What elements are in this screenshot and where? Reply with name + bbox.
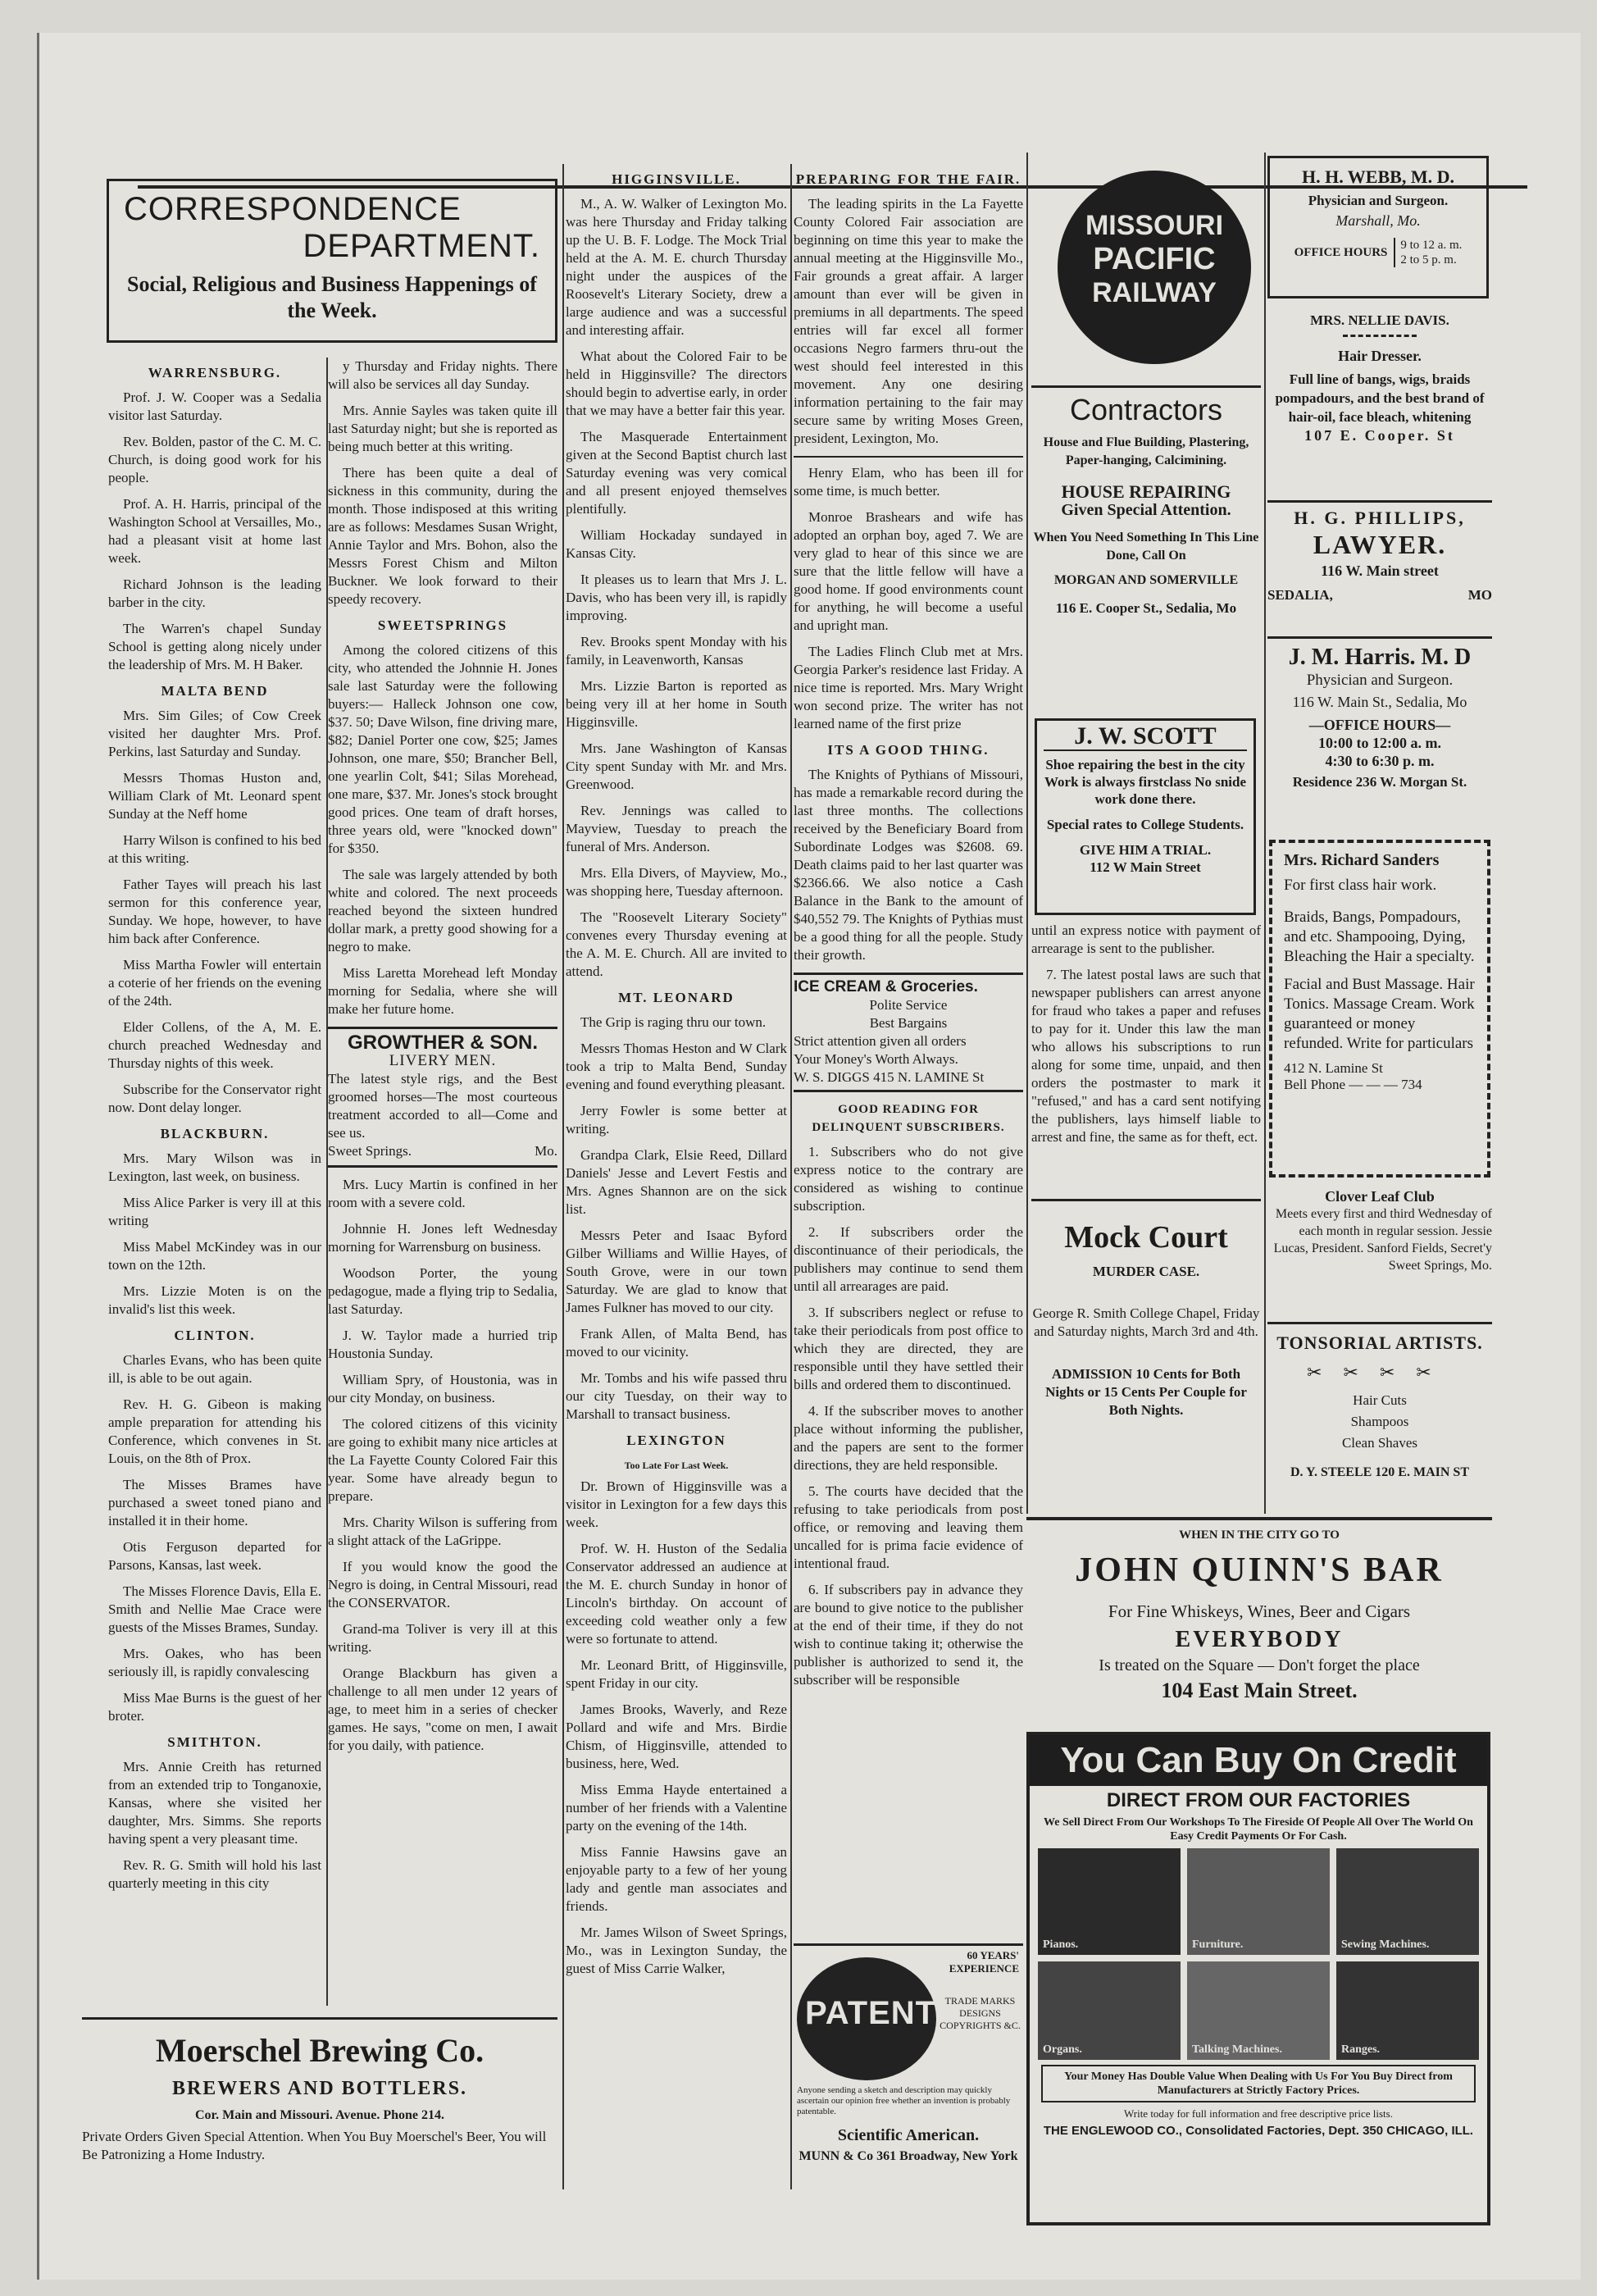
news-item: Messrs Thomas Huston and, William Clark of Mt. Leonard spent Sunday at the Neff home	[108, 770, 321, 822]
credit-line: Write today for full information and free descriptive price lists.	[1124, 2107, 1393, 2120]
news-item: Jerry Fowler is some better at writing.	[566, 1103, 787, 1137]
news-item: The "Roosevelt Literary Society" convenes every Thursday evening at the A. M. E. Church. All are invited to attend.	[566, 909, 787, 979]
news-item: Mrs. Oakes, who has been seriously ill, is rapidly convalescing	[108, 1646, 321, 1679]
patents-designs: DESIGNS	[959, 2007, 1001, 2019]
growther-title: GROWTHER & SON.	[348, 1032, 538, 1054]
column-1	[108, 358, 321, 2014]
nellie-name: MRS. NELLIE DAVIS.	[1310, 312, 1449, 328]
section-subheading: Too Late For Last Week.	[624, 1460, 729, 1471]
growther-state: Mo.	[535, 1143, 557, 1159]
harris-line: Physician and Surgeon.	[1306, 672, 1454, 689]
phillips-name: H. G. PHILLIPS,	[1294, 508, 1466, 528]
news-item: until an express notice with payment of arrearage is sent to the publisher.	[1031, 922, 1261, 956]
scissors-icons: ✂✂✂✂	[1307, 1362, 1453, 1383]
webb-card	[1267, 156, 1489, 298]
news-item: Miss Mae Burns is the guest of her broter.	[108, 1690, 321, 1724]
sewing-machine-illustration	[1336, 1848, 1479, 1955]
news-item: The Ladies Flinch Club met at Mrs. Georgia Parker's residence last Friday. A nice time is reported. Mrs. Mary Wright won second prize. The writer has not learned name of the first prize	[794, 644, 1023, 731]
contractors-line: HOUSE REPAIRING	[1061, 481, 1231, 502]
contractors-line: Given Special Attention.	[1061, 501, 1231, 519]
credit-item: Pianos.	[1043, 1938, 1079, 1951]
column-rule	[790, 164, 792, 2189]
news-item: Mrs. Annie Creith has returned from an extended trip to Tonganoxie, Kansas, where she visited her daughter, Mrs. Simms. She reports having spent a very pleasant time.	[108, 1759, 321, 1847]
news-item: The leading spirits in the La Fayette County Colored Fair association are beginning on time this year to make the annual meeting at the Higginsville Mo., Fair grounds a great affair. A larger amount than ever will be given in premiums in all departments. The speed entries will far excel all former occasions Negro farmers thru-out the west should feel interested in this movement. Any one desiring information pertaining to the fair may secure same by writing Moses Green, president, Lexington, Mo.	[794, 196, 1023, 446]
news-item: The Misses Florence Davis, Ella E. Smith and Nellie Mae Crace were guests of the Misses Brames, Sunday.	[108, 1583, 321, 1635]
section-heading: CLINTON.	[174, 1328, 256, 1343]
railway-line2: PACIFIC	[1093, 242, 1216, 276]
phillips-state: MO	[1467, 587, 1492, 603]
section-heading: MT. LEONARD	[618, 990, 735, 1005]
news-item: Miss Alice Parker is very ill at this writing	[108, 1195, 321, 1228]
phonograph-illustration	[1187, 1961, 1330, 2060]
news-item: Messrs Peter and Isaac Byford Gilber Williams and Willie Hayes, of South Grove, were in our town Saturday. We are glad to know that James Fulkner has moved to our city.	[566, 1228, 787, 1315]
section-heading: PREPARING FOR THE FAIR.	[795, 171, 1021, 187]
mock-line: ADMISSION 10 Cents for Both Nights or 15 Cents Per Couple for Both Nights.	[1045, 1366, 1247, 1418]
nellie-line: 107 E. Cooper. St	[1304, 427, 1455, 444]
section-heading: ITS A GOOD THING.	[827, 742, 990, 758]
news-item: Woodson Porter, the young pedagogue, made a flying trip to Sedalia, last Saturday.	[328, 1265, 557, 1317]
news-item: The Grip is raging thru our town.	[580, 1014, 767, 1030]
mock-court-ad	[1031, 1199, 1261, 1513]
railway-line3: RAILWAY	[1092, 277, 1217, 308]
news-item: Rev. H. G. Gibeon is making ample preparation for attending his Conference, which convenes in St. Louis, on the 8th of Prox.	[108, 1396, 321, 1466]
column-4	[794, 164, 1023, 2165]
news-item: Miss Fannie Hawsins gave an enjoyable party to a few of her young lady and gentle man associates and friends.	[566, 1844, 787, 1914]
clover-body: Meets every first and third Wednesday of each month in regular session. Jessie Lucas, President. Sanford Fields, Secret'y Sweet Springs, Mo.	[1273, 1207, 1492, 1273]
credit-item: Sewing Machines.	[1341, 1938, 1430, 1951]
harris-line: 116 W. Main St., Sedalia, Mo	[1292, 694, 1467, 710]
railway-logo	[1058, 171, 1251, 364]
tonsorial-line: D. Y. STEELE 120 E. MAIN ST	[1290, 1465, 1469, 1479]
section-heading: LEXINGTON	[626, 1433, 726, 1448]
brewing-ad	[82, 2017, 557, 2184]
harris-line: 4:30 to 6:30 p. m.	[1325, 753, 1435, 769]
quinn-line: WHEN IN THE CITY GO TO	[1179, 1528, 1340, 1542]
contractors-line: House and Flue Building, Plastering, Paper-hanging, Calcimining.	[1043, 435, 1249, 467]
section-heading: WARRENSBURG.	[148, 365, 282, 380]
news-item: 3. If subscribers neglect or refuse to take their periodicals from post office to which they are directed, they are responsible until they have settled their bills and ordered them to discontinued.	[794, 1305, 1023, 1392]
news-item: Harry Wilson is confined to his bed at this writing.	[108, 832, 321, 866]
icecream-line: Polite Service	[869, 997, 948, 1013]
section-heading: MALTA BEND	[161, 683, 269, 699]
news-item: Rev. Brooks spent Monday with his family, in Leavenworth, Kansas	[566, 634, 787, 667]
column-rule	[1026, 153, 1028, 1514]
sanders-line: For first class hair work.	[1284, 877, 1437, 894]
news-item: Mr. James Wilson of Sweet Springs, Mo., was in Lexington Sunday, the guest of Miss Carrie Walker,	[566, 1925, 787, 1976]
patents-tm: TRADE MARKS	[944, 1995, 1016, 2007]
clover-title: Clover Leaf Club	[1325, 1188, 1435, 1205]
news-item: Mrs. Mary Wilson was in Lexington, last week, on business.	[108, 1150, 321, 1184]
icecream-line: Best Bargains	[869, 1015, 948, 1031]
credit-item: Furniture.	[1192, 1938, 1244, 1951]
nellie-line: Hair Dresser.	[1338, 348, 1422, 364]
icecream-title: ICE CREAM & Groceries.	[794, 978, 978, 995]
news-item: Mrs. Annie Sayles was taken quite ill last Saturday night; but she is reported as being much better at this writing.	[328, 403, 557, 454]
news-item: Henry Elam, who has been ill for some time, is much better.	[794, 465, 1023, 499]
news-item: The colored citizens of this vicinity are going to exhibit many nice articles at the La Fayette County Colored Fair this year. Some have already begun to prepare.	[328, 1416, 557, 1504]
news-item: 6. If subscribers pay in advance they are bound to give notice to the publisher at the end of their time, if they do not wish to continue taking it; otherwise the publisher is authorized to send it, the subscriber will be responsible	[794, 1582, 1023, 1688]
phillips-card	[1267, 500, 1492, 634]
news-item: The Knights of Pythians of Missouri, has made a remarkable record during the last three months. The collections received by the Beneficiary Board from Subordinate Lodges was $2608. 69. Death claims paid to her last quarter was $2366.66. We also notice a Cash Balance in the Bank to the amount of $40,552 79. The Knights of Pythias must be a good thing for all the people. Study their growth.	[794, 767, 1023, 963]
section-heading: HIGGINSVILLE.	[612, 171, 741, 187]
news-item: J. W. Taylor made a hurried trip Houstonia Sunday.	[328, 1328, 557, 1361]
news-item: William Hockaday sundayed in Kansas City.	[566, 527, 787, 561]
brewing-sub: BREWERS AND BOTTLERS.	[171, 2078, 468, 2099]
patents-munn: MUNN & Co 361 Broadway, New York	[798, 2149, 1018, 2163]
news-item: Mrs. Lucy Martin is confined in her room with a severe cold.	[328, 1177, 557, 1210]
divider	[794, 456, 1023, 458]
credit-line: We Sell Direct From Our Workshops To The Fireside Of People All Over The World On Easy Credit Payments Or For Cash.	[1044, 1816, 1473, 1843]
sanders-card	[1269, 840, 1490, 1178]
news-item: The sale was largely attended by both white and colored. The next proceeds reached beyond the sixteen hundred dollar mark, a pretty good showing for a negro to make.	[328, 867, 557, 954]
sanders-line: 412 N. Lamine St	[1284, 1060, 1383, 1076]
news-item: Miss Martha Fowler will entertain a coterie of her friends on the evening of the 24th.	[108, 957, 321, 1009]
column-3	[566, 164, 787, 2189]
phillips-city: SEDALIA,	[1267, 587, 1333, 603]
header-title-line2: DEPARTMENT.	[303, 228, 540, 264]
section-heading: GOOD READING FOR DELINQUENT SUBSCRIBERS.	[812, 1103, 1005, 1134]
quinn-line: Is treated on the Square — Don't forget the place	[1099, 1656, 1420, 1674]
mock-sub: MURDER CASE.	[1092, 1264, 1200, 1279]
webb-hours: 2 to 5 p. m.	[1400, 253, 1457, 266]
news-item: Among the colored citizens of this city, who attended the Johnnie H. Jones sale last Saturday were the following buyers:— Halleck Johnson one cow, $37. 50; Dave Wilson, fine driving mare, $82; Daniel Porter one cow, $25; James Johnson, one mare, $50; Brancher Bell, one yearlin Colt, $41; Silas Morehead, one mare, $37. Mr. Jones's stock brought good prices. One team of draft horses, three years old, were "knocked down" for $350.	[328, 642, 557, 856]
news-item: There has been quite a deal of sickness in this community, during the month. Those indisposed at this writing are as follows: Mesdames Susan Wright, Annie Taylor and Mrs. Bohon, also the Messrs Forest Chism and Milton Buckner. We look forward to their speedy recovery.	[328, 465, 557, 607]
news-item: It pleases us to learn that Mrs J. L. Davis, who has been very ill, is rapidly improving.	[566, 572, 787, 623]
scott-line: Shoe repairing the best in the city Work is always firstclass No snide work done there.	[1044, 757, 1247, 807]
tonsorial-line: Shampoos	[1350, 1414, 1409, 1429]
growther-ad	[328, 1027, 557, 1168]
organ-illustration	[1038, 1961, 1181, 2060]
news-item: Rev. Bolden, pastor of the C. M. C. Church, is doing good work for his people.	[108, 434, 321, 485]
news-item: Rev. R. G. Smith will hold his last quarterly meeting in this city	[108, 1857, 321, 1891]
scott-line: Special rates to College Students.	[1046, 817, 1244, 832]
news-item: 1. Subscribers who do not give express notice to the contrary are considered as wishing to continue subscription.	[794, 1144, 1023, 1214]
news-item: Mrs. Sim Giles; of Cow Creek visited her daughter Mrs. Prof. Perkins, last Saturday and Sunday.	[108, 708, 321, 759]
news-item: Otis Ferguson departed for Parsons, Kansas, last week.	[108, 1539, 321, 1573]
phillips-line: 116 W. Main street	[1321, 563, 1439, 579]
news-item: 7. The latest postal laws are such that newspaper publishers can arrest anyone for fraud who takes a paper and refuses to pay for it. Under this law the man who allows his subscriptions to run along for some time, unpaid, and then orders the postmaster to mark it "refused," and has a card sent notifying the publishers, lays himself liable to arrest and fine, the same as for theft, ect.	[1031, 967, 1261, 1145]
railway-line1: MISSOURI	[1085, 210, 1224, 241]
quinn-line: For Fine Whiskeys, Wines, Beer and Cigars	[1108, 1601, 1411, 1621]
webb-name: H. H. WEBB, M. D.	[1301, 166, 1454, 187]
growther-body: The latest style rigs, and the Best groomed horses—The most courteous treatment accorded to all—Come and see us.	[328, 1071, 557, 1141]
news-item: 5. The courts have decided that the refusing to take periodicals from post office, or removing and leaving them uncalled for is prima facie evidence of intentional fraud.	[794, 1483, 1023, 1571]
news-item: Grand-ma Toliver is very ill at this writing.	[328, 1621, 557, 1655]
credit-item: Ranges.	[1341, 2043, 1381, 2056]
news-item: Prof. J. W. Cooper was a Sedalia visitor last Saturday.	[108, 390, 321, 423]
news-item: 4. If the subscriber moves to another place without informing the publisher, and the papers are sent to the former directions, they are held responsible.	[794, 1403, 1023, 1473]
sanders-line: Braids, Bangs, Pompadours, and etc. Shampooing, Dying, Bleaching the Hair a specialty.	[1284, 909, 1475, 965]
news-item: What about the Colored Fair to be held in Higginsville? The directors should begin to advertise early, in order that we may have a better fair this year.	[566, 348, 787, 418]
tonsorial-line: Clean Shaves	[1341, 1435, 1418, 1451]
news-item: Prof. A. H. Harris, principal of the Washington School at Versailles, Mo., had a pleasant visit at home last week.	[108, 496, 321, 566]
ornament-rule	[1343, 335, 1417, 337]
header-title-line1: CORRESPONDENCE	[124, 191, 462, 227]
news-item: Frank Allen, of Malta Bend, has moved to our vicinity.	[566, 1326, 787, 1360]
news-item: If you would know the good the Negro is doing, in Central Missouri, read the CONSERVATOR.	[328, 1559, 557, 1610]
scott-title: J. W. SCOTT	[1044, 727, 1247, 751]
scott-line: GIVE HIM A TRIAL.	[1079, 842, 1212, 858]
tonsorial-title: TONSORIAL ARTISTS.	[1276, 1332, 1483, 1353]
credit-item: Talking Machines.	[1192, 2043, 1282, 2056]
quinn-title: JOHN QUINN'S BAR	[1075, 1551, 1444, 1589]
credit-item: Organs.	[1043, 2043, 1082, 2056]
patents-copyrights: COPYRIGHTS &C.	[940, 2020, 1021, 2031]
column-2	[328, 358, 557, 2014]
column-rule	[1264, 153, 1266, 1514]
news-item: 2. If subscribers order the discontinuance of their periodicals, the publishers may continue to send them until all arrearages are paid.	[794, 1224, 1023, 1294]
news-item: Orange Blackburn has given a challenge to all men under 12 years of age, to meet him in a series of checker games. He says, "come on men, I await for you daily, with patience.	[328, 1665, 557, 1753]
news-item: Mrs. Charity Wilson is suffering from a slight attack of the LaGrippe.	[328, 1515, 557, 1548]
credit-line: THE ENGLEWOOD CO., Consolidated Factories, Dept. 350 CHICAGO, ILL.	[1043, 2124, 1474, 2138]
patents-sci: Scientific American.	[837, 2126, 980, 2144]
news-item: y Thursday and Friday nights. There will also be services all day Sunday.	[328, 358, 557, 392]
news-item: Miss Mabel McKindey was in our town on the 12th.	[108, 1239, 321, 1273]
scott-line: 112 W Main Street	[1090, 859, 1201, 875]
news-item: Grandpa Clark, Elsie Reed, Dillard Daniels' Jesse and Levert Festis and Mrs. Agnes Shannon are on the sick list.	[566, 1147, 787, 1217]
icecream-line: W. S. DIGGS 415 N. LAMINE St	[794, 1069, 985, 1085]
news-item: Charles Evans, who has been quite ill, is able to be out again.	[108, 1352, 321, 1386]
news-item: Mrs. Lizzie Moten is on the invalid's list this week.	[108, 1283, 321, 1317]
furniture-illustration	[1187, 1848, 1330, 1955]
contractors-ad	[1031, 385, 1261, 708]
credit-ad	[1026, 1732, 1490, 2225]
news-item: Prof. W. H. Huston of the Sedalia Conservator addressed an audience at the M. E. church Sunday in honor of Lincoln's birthday. On account of exceeding cold weather only a few were so fortunate to attend.	[566, 1541, 787, 1647]
news-item: The Masquerade Entertainment given at the Second Baptist church last Saturday evening was very comical and all present enjoyed themselves plentifully.	[566, 429, 787, 517]
news-item: William Spry, of Houstonia, was in our city Monday, on business.	[328, 1372, 557, 1405]
news-item: M., A. W. Walker of Lexington Mo. was here Thursday and Friday talking up the U. B. F. Lodge. The Mock Trial held at the A. M. E. church Thursday night under the auspices of the Roosevelt's Literary Society, drew a large audience and was a successful and interesting affair.	[566, 196, 787, 338]
news-item: Messrs Thomas Heston and W Clark took a trip to Malta Bend, Sunday evening and found everything pleasant.	[566, 1041, 787, 1092]
news-item: Mrs. Jane Washington of Kansas City spent Sunday with Mr. and Mrs. Greenwood.	[566, 740, 787, 792]
piano-illustration	[1038, 1848, 1181, 1955]
icecream-line: Strict attention given all orders	[794, 1033, 967, 1049]
harris-line: 10:00 to 12:00 a. m.	[1318, 735, 1441, 751]
news-item: The Warren's chapel Sunday School is getting along nicely under the leadership of Mrs. M. H Baker.	[108, 621, 321, 672]
department-header	[107, 179, 557, 343]
quinn-line: 104 East Main Street.	[1161, 1679, 1358, 1702]
growther-place: Sweet Springs.	[328, 1143, 412, 1159]
credit-products	[1038, 1848, 1479, 2060]
credit-sub: DIRECT FROM OUR FACTORIES	[1106, 1789, 1411, 1811]
news-item: Johnnie H. Jones left Wednesday morning for Warrensburg on business.	[328, 1221, 557, 1255]
nellie-card	[1267, 312, 1492, 492]
clover-card	[1267, 1187, 1492, 1294]
brewing-address: Cor. Main and Missouri. Avenue. Phone 214.	[194, 2108, 445, 2122]
phillips-line: LAWYER.	[1313, 530, 1447, 559]
news-item: Elder Collens, of the A, M. E. church preached Wednesday and Thursday nights of this week.	[108, 1019, 321, 1071]
quinn-ad	[1026, 1517, 1492, 1709]
range-illustration	[1336, 1961, 1479, 2060]
news-item: Miss Emma Hayde entertained a number of her friends with a Valentine party on the evening of the 14th.	[566, 1782, 787, 1834]
webb-line: Physician and Surgeon.	[1308, 193, 1449, 208]
harris-line: —OFFICE HOURS—	[1308, 717, 1451, 733]
section-heading: SMITHTON.	[167, 1734, 262, 1750]
arrearage-text	[1031, 922, 1261, 1200]
sanders-line: Facial and Bust Massage. Hair Tonics. Massage Cream. Work guaranteed or money refunded. Write for particulars	[1284, 976, 1475, 1052]
news-item: Mr. Tombs and his wife passed thru our city Tuesday, on their way to Marshall to transact business.	[566, 1370, 787, 1422]
contractors-line: MORGAN AND SOMERVILLE	[1053, 573, 1239, 587]
credit-title: You Can Buy On Credit	[1030, 1735, 1487, 1786]
news-item: Mrs. Lizzie Barton is reported as being very ill at her home in South Higginsville.	[566, 678, 787, 730]
patents-word: PATENTS	[805, 1995, 959, 2031]
news-item: Mr. Leonard Britt, of Higginsville, spent Friday in our city.	[566, 1657, 787, 1691]
icecream-ad	[794, 973, 1023, 1092]
sanders-name: Mrs. Richard Sanders	[1284, 851, 1440, 869]
news-item: Mrs. Ella Divers, of Mayview, Mo., was shopping here, Tuesday afternoon.	[566, 865, 787, 899]
news-item: Subscribe for the Conservator right now. Dont delay longer.	[108, 1082, 321, 1115]
news-item: The Misses Brames have purchased a sweet toned piano and installed it in their home.	[108, 1477, 321, 1528]
nellie-line: Full line of bangs, wigs, braids pompadours, and the best brand of hair-oil, face bleach, whitening	[1275, 371, 1485, 425]
section-heading: BLACKBURN.	[160, 1126, 270, 1141]
patents-small: Anyone sending a sketch and description may quickly ascertain our opinion free whether an invention is probably patentable.	[797, 2085, 1011, 2116]
section-heading: SWEETSPRINGS	[377, 617, 508, 633]
header-subtitle: Social, Religious and Business Happenings of the Week.	[127, 272, 537, 322]
contractors-line: 116 E. Cooper St., Sedalia, Mo	[1055, 600, 1237, 616]
icecream-line: Your Money's Worth Always.	[794, 1051, 958, 1067]
contractors-line: When You Need Something In This Line Done, Call On	[1033, 531, 1259, 563]
news-item: Dr. Brown of Higginsville was a visitor in Lexington for a few days this week.	[566, 1478, 787, 1530]
tonsorial-card	[1267, 1322, 1492, 1513]
column-rule	[562, 164, 564, 2189]
news-item: Miss Laretta Morehead left Monday morning for Sedalia, where she will make her future home.	[328, 965, 557, 1017]
news-item: Monroe Brashears and wife has adopted an orphan boy, aged 7. We are very glad to hear of this since we are sure that the little fellow will have a good home. If good environments count for anything, he will become a useful and upright man.	[794, 509, 1023, 633]
harris-card	[1267, 636, 1492, 836]
webb-hours-label: OFFICE HOURS	[1294, 245, 1388, 259]
patents-years: 60 YEARS' EXPERIENCE	[949, 1949, 1019, 1975]
mock-line: George R. Smith College Chapel, Friday and Saturday nights, March 3rd and 4th.	[1032, 1305, 1260, 1339]
patents-ad	[794, 1943, 1023, 2192]
tonsorial-line: Hair Cuts	[1353, 1392, 1407, 1408]
scott-ad	[1035, 718, 1256, 915]
contractors-title: Contractors	[1069, 393, 1223, 426]
news-item: Richard Johnson is the leading barber in the city.	[108, 576, 321, 610]
brewing-title: Moerschel Brewing Co.	[155, 2032, 485, 2069]
harris-line: Residence 236 W. Morgan St.	[1292, 774, 1467, 790]
news-item: Rev. Jennings was called to Mayview, Tuesday to preach the funeral of Mrs. Anderson.	[566, 803, 787, 854]
webb-line: Marshall, Mo.	[1335, 212, 1421, 229]
growther-sub: LIVERY MEN.	[389, 1052, 497, 1069]
webb-hours: 9 to 12 a. m.	[1400, 239, 1463, 252]
harris-name: J. M. Harris. M. D	[1288, 645, 1472, 670]
sanders-line: Bell Phone — — — 734	[1284, 1077, 1422, 1092]
quinn-line: EVERYBODY	[1175, 1627, 1344, 1652]
mock-title: Mock Court	[1064, 1220, 1228, 1255]
credit-line: Your Money Has Double Value When Dealing with Us For You Buy Direct from Manufacturers at Strictly Factory Prices.	[1041, 2065, 1476, 2102]
news-item: James Brooks, Waverly, and Reze Pollard and wife and Mrs. Birdie Chism, of Higginsville, attended to business, here, Wed.	[566, 1702, 787, 1771]
news-item: Father Tayes will preach his last sermon for this conference year, Sunday. We hope, however, to have him back after Conference.	[108, 877, 321, 946]
brewing-note: Private Orders Given Special Attention. When You Buy Moerschel's Beer, You will Be Patronizing a Home Industry.	[82, 2129, 547, 2162]
